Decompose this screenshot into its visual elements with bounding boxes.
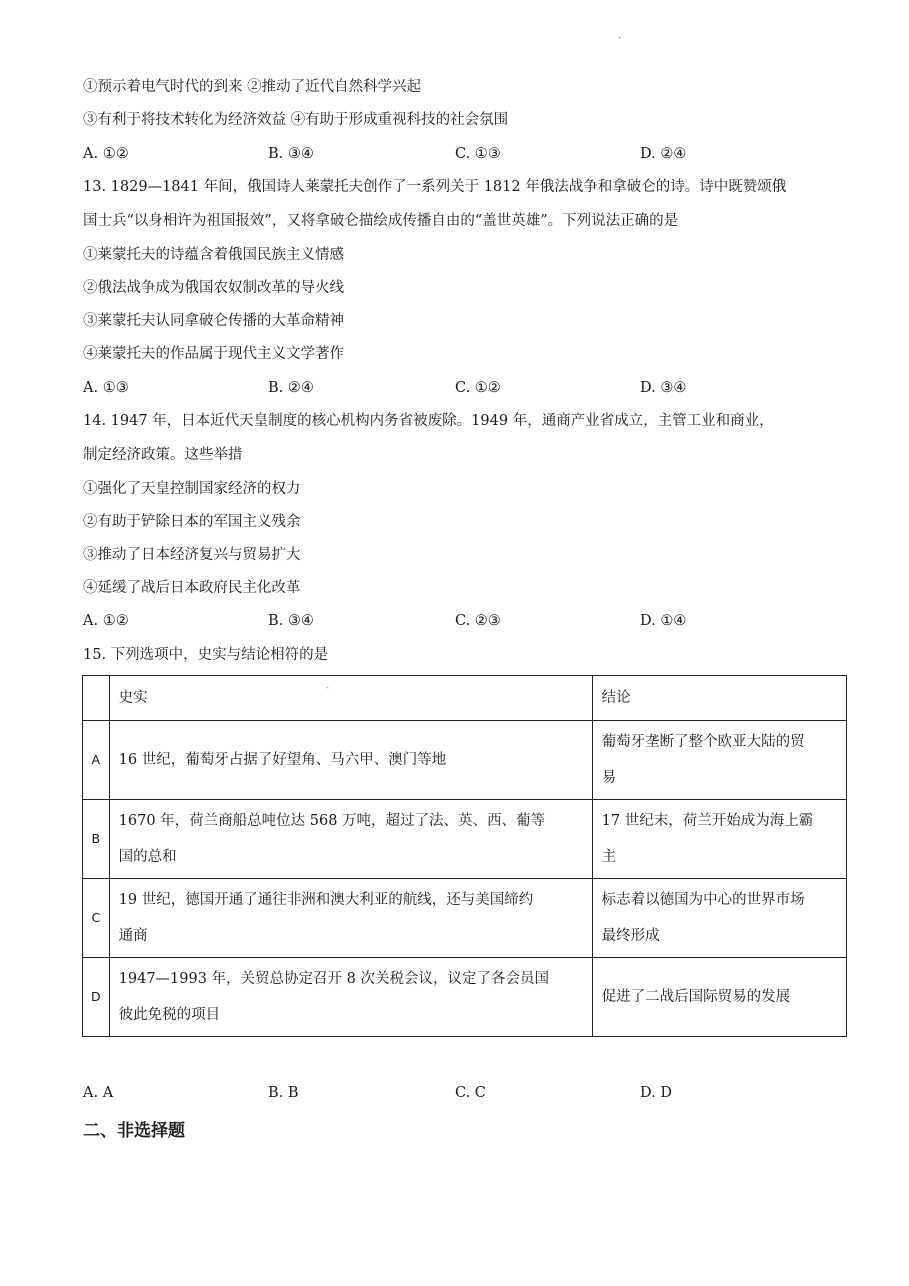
q12-options [83, 144, 863, 164]
row-key: B [83, 800, 110, 879]
q13-options [83, 378, 863, 398]
q12-statements-1-2: ①预示着电气时代的到来 ②推动了近代自然科学兴起 [83, 79, 422, 95]
row-conclusion: 标志着以德国为中心的世界市场 最终形成 [592, 879, 846, 958]
q14-stem-line-2: 制定经济政策。这些举措 [83, 447, 243, 463]
table-row [83, 958, 847, 1037]
q14-statement-1: ①强化了天皇控制国家经济的权力 [83, 481, 301, 497]
q12-option-b[interactable]: B. ③④ [268, 146, 314, 162]
q13-stem-line-2: 国士兵“以身相许为祖国报效”，又将拿破仑描绘成传播自由的“盖世英雄”。下列说法正确的是 [83, 213, 679, 229]
table-row [83, 879, 847, 958]
row-fact: 16 世纪，葡萄牙占据了好望角、马六甲、澳门等地 [109, 721, 592, 800]
row-fact: 19 世纪，德国开通了通往非洲和澳大利亚的航线，还与美国缔约 通商 [109, 879, 592, 958]
q13-option-c[interactable]: C. ①② [455, 380, 501, 396]
q14-statement-2: ②有助于铲除日本的军国主义残余 [83, 514, 301, 530]
row-key: D [83, 958, 110, 1037]
q13-statement-4: ④莱蒙托夫的作品属于现代主义文学著作 [83, 346, 344, 362]
stray-mark: - [326, 683, 329, 692]
q13-option-b[interactable]: B. ②④ [268, 380, 314, 396]
table-header-key [83, 676, 110, 721]
page-mark: . [618, 30, 622, 41]
q14-option-a[interactable]: A. ①② [83, 613, 129, 629]
q12-option-d[interactable]: D. ②④ [640, 146, 687, 162]
row-fact: 1670 年，荷兰商船总吨位达 568 万吨，超过了法、英、西、葡等 国的总和 [109, 800, 592, 879]
q15-option-a[interactable]: A. A [83, 1085, 114, 1101]
q13-statement-3: ③莱蒙托夫认同拿破仑传播的大革命精神 [83, 313, 344, 329]
table-row [83, 721, 847, 800]
q14-statement-4: ④延缓了战后日本政府民主化改革 [83, 580, 301, 596]
q14-stem-line-1: 14. 1947 年，日本近代天皇制度的核心机构内务省被废除。1949 年，通商产业省成立，主管工业和商业， [83, 413, 774, 429]
q13-statement-2: ②俄法战争成为俄国农奴制改革的导火线 [83, 280, 344, 296]
q15-option-d[interactable]: D. D [640, 1085, 672, 1101]
row-fact: 1947—1993 年，关贸总协定召开 8 次关税会议，议定了各会员国 彼此免税的项目 [109, 958, 592, 1037]
q15-table [82, 675, 847, 1037]
q13-stem-line-1: 13. 1829—1841 年间，俄国诗人莱蒙托夫创作了一系列关于 1812 年俄法战争和拿破仑的诗。诗中既赞颂俄 [83, 179, 787, 195]
q13-option-d[interactable]: D. ③④ [640, 380, 687, 396]
row-key: A [83, 721, 110, 800]
q14-option-b[interactable]: B. ③④ [268, 613, 314, 629]
q15-option-b[interactable]: B. B [268, 1085, 299, 1101]
row-key: C [83, 879, 110, 958]
q15-option-c[interactable]: C. C [455, 1085, 486, 1101]
table-header-row [83, 676, 847, 721]
q13-statement-1: ①莱蒙托夫的诗蕴含着俄国民族主义情感 [83, 247, 344, 263]
q15-stem: 15. 下列选项中，史实与结论相符的是 [83, 647, 329, 663]
q14-option-d[interactable]: D. ①④ [640, 613, 687, 629]
table-row [83, 800, 847, 879]
q15-options [83, 1083, 863, 1103]
q14-option-c[interactable]: C. ②③ [455, 613, 501, 629]
row-conclusion: 17 世纪末，荷兰开始成为海上霸 主 [592, 800, 846, 879]
q12-option-c[interactable]: C. ①③ [455, 146, 501, 162]
q14-statement-3: ③推动了日本经济复兴与贸易扩大 [83, 547, 301, 563]
section-heading: 二、非选择题 [83, 1121, 185, 1141]
q12-option-a[interactable]: A. ①② [83, 146, 129, 162]
table-header-fact: 史实 [109, 676, 592, 721]
q13-option-a[interactable]: A. ①③ [83, 380, 129, 396]
row-conclusion: 促进了二战后国际贸易的发展 [592, 958, 846, 1037]
q14-options [83, 611, 863, 631]
table-header-conclusion: 结论 [592, 676, 846, 721]
q12-statements-3-4: ③有利于将技术转化为经济效益 ④有助于形成重视科技的社会氛围 [83, 112, 509, 128]
row-conclusion: 葡萄牙垄断了整个欧亚大陆的贸 易 [592, 721, 846, 800]
